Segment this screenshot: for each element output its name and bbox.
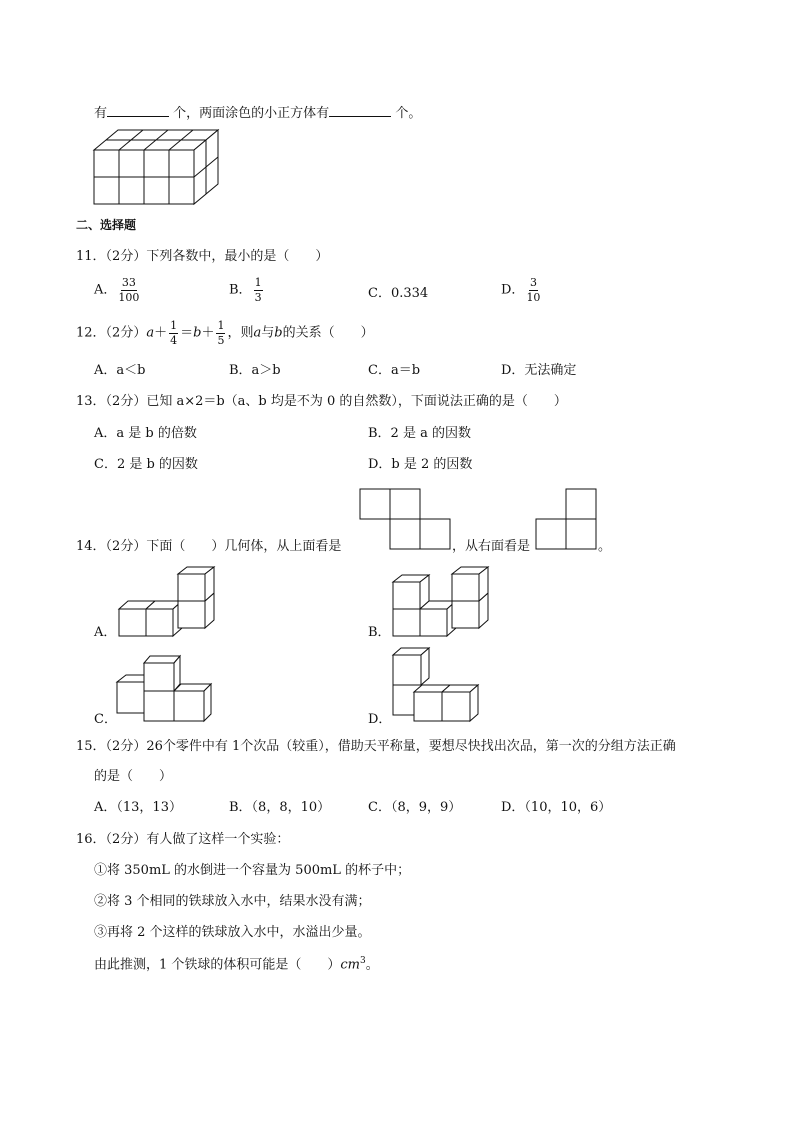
top-view-figure bbox=[359, 488, 451, 550]
solid-figure-c bbox=[116, 655, 216, 727]
fraction: $\frac{1}{3}$ bbox=[254, 276, 262, 304]
q14-stem-part2: ，从右面看是 bbox=[452, 539, 531, 554]
q14-stem-part1: 14．（2分）下面（ ）几何体，从上面看是 bbox=[76, 539, 342, 554]
q15-option-a[interactable]: A．（13，13） bbox=[94, 800, 182, 815]
q12-option-c[interactable]: C．a＝b bbox=[368, 363, 421, 378]
q16-stem: 16．（2分）有人做了这样一个实验： bbox=[76, 832, 290, 847]
answer-blank-2[interactable] bbox=[329, 104, 391, 117]
q12-option-d[interactable]: D．无法确定 bbox=[501, 363, 577, 378]
q15-option-d[interactable]: D．（10，10，6） bbox=[501, 800, 612, 815]
cube-cuboid-figure bbox=[92, 128, 222, 208]
q14-option-a[interactable]: A． bbox=[94, 625, 117, 640]
q11-option-a[interactable]: A． $\frac{33}{100}$ bbox=[94, 276, 140, 304]
q15-option-b[interactable]: B．（8，8，10） bbox=[229, 800, 331, 815]
q10-text: 有 个，两面涂色的小正方体有 个。 bbox=[94, 106, 422, 121]
q14-option-b[interactable]: B． bbox=[368, 625, 391, 640]
fraction: $\frac{1}{5}$ bbox=[217, 319, 225, 347]
q14-option-c[interactable]: C． bbox=[94, 712, 117, 727]
q12-option-a[interactable]: A．a＜b bbox=[94, 363, 146, 378]
q16-step-1: ①将 350mL 的水倒进一个容量为 500mL 的杯子中； bbox=[94, 863, 411, 878]
solid-figure-b bbox=[392, 566, 492, 638]
q15-stem-line2: 的是（ ） bbox=[94, 769, 173, 784]
fraction: $\frac{33}{100}$ bbox=[118, 276, 140, 304]
q11-option-b[interactable]: B． $\frac{1}{3}$ bbox=[229, 276, 262, 304]
q16-step-3: ③再将 2 个这样的铁球放入水中，水溢出少量。 bbox=[94, 925, 371, 940]
q11-stem: 11．（2分）下列各数中，最小的是（ ） bbox=[76, 249, 329, 264]
q14-option-d[interactable]: D． bbox=[368, 712, 392, 727]
solid-figure-d bbox=[392, 646, 492, 722]
q16-question: 由此推测，1 个铁球的体积可能是（ ）$cm^3$。 bbox=[94, 956, 379, 973]
q12-stem: 12．（2分）a＋ $\frac{1}{4}$ ＝b＋ $\frac{1}{5}$ ，则a与b的关系（ ） bbox=[76, 319, 374, 347]
q13-option-b[interactable]: B．2 是 a 的因数 bbox=[368, 426, 471, 441]
fraction: $\frac{1}{4}$ bbox=[170, 319, 178, 347]
q15-option-c[interactable]: C．（8，9，9） bbox=[368, 800, 462, 815]
answer-blank-1[interactable] bbox=[107, 104, 169, 117]
fraction: $\frac{3}{10}$ bbox=[526, 276, 541, 304]
q14-stem-part3: 。 bbox=[598, 539, 612, 554]
q12-option-b[interactable]: B．a＞b bbox=[229, 363, 281, 378]
q11-option-d[interactable]: D． $\frac{3}{10}$ bbox=[501, 276, 541, 304]
solid-figure-a bbox=[118, 566, 218, 638]
q13-option-c[interactable]: C．2 是 b 的因数 bbox=[94, 457, 198, 472]
q11-option-c[interactable]: C．0.334 bbox=[368, 286, 429, 301]
q13-option-a[interactable]: A．a 是 b 的倍数 bbox=[94, 426, 197, 441]
q15-stem-line1: 15．（2分）26个零件中有 1个次品（较重），借助天平称量，要想尽快找出次品，第一次的分组方法正确 bbox=[76, 739, 676, 754]
right-view-figure bbox=[535, 488, 597, 550]
q13-option-d[interactable]: D．b 是 2 的因数 bbox=[368, 457, 473, 472]
q16-step-2: ②将 3 个相同的铁球放入水中，结果水没有满； bbox=[94, 894, 371, 909]
q13-stem: 13．（2分）已知 a×2＝b（a、b 均是不为 0 的自然数），下面说法正确的是（ ） bbox=[76, 394, 567, 409]
section-heading: 二、选择题 bbox=[76, 218, 137, 232]
